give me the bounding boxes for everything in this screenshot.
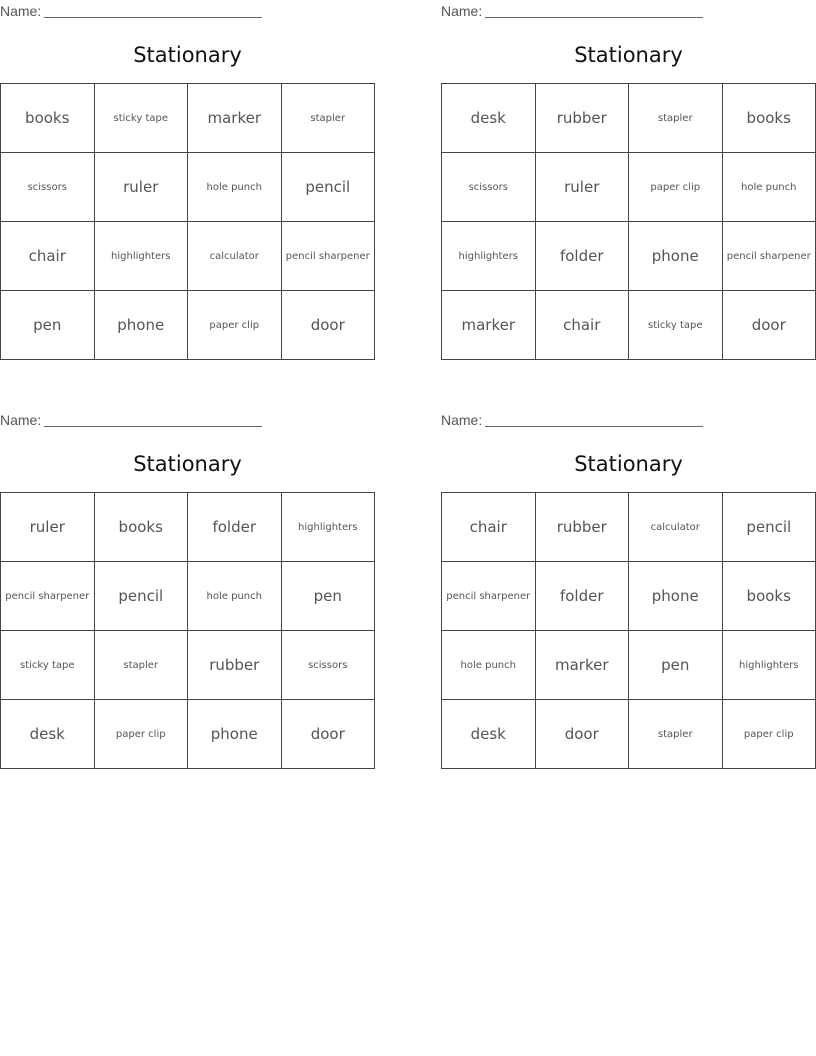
grid-cell: stapler (94, 631, 188, 700)
grid-row (1, 84, 375, 153)
grid-cell: phone (188, 700, 282, 769)
grid-cell: sticky tape (94, 84, 188, 153)
name-underline[interactable] (44, 2, 262, 18)
bingo-grid (441, 83, 816, 360)
grid-cell: pencil sharpener (1, 562, 95, 631)
grid-row (442, 222, 816, 291)
name-label: Name: (0, 3, 42, 19)
grid-cell: hole punch (188, 153, 282, 222)
grid-cell: stapler (629, 700, 723, 769)
grid-cell: pencil (281, 153, 375, 222)
grid-cell: pencil sharpener (722, 222, 816, 291)
grid-cell: highlighters (442, 222, 536, 291)
grid-cell: sticky tape (1, 631, 95, 700)
grid-row (1, 562, 375, 631)
card-title: Stationary (574, 43, 683, 67)
card-title: Stationary (574, 452, 683, 476)
grid-cell: ruler (94, 153, 188, 222)
grid-cell: door (281, 291, 375, 360)
grid-cell: pencil sharpener (442, 562, 536, 631)
grid-cell: door (722, 291, 816, 360)
card-title: Stationary (133, 43, 242, 67)
grid-cell: rubber (188, 631, 282, 700)
grid-cell: pencil (94, 562, 188, 631)
grid-cell: marker (188, 84, 282, 153)
name-field (441, 2, 703, 20)
grid-cell: scissors (442, 153, 536, 222)
grid-cell: phone (629, 562, 723, 631)
grid-cell: marker (535, 631, 629, 700)
card-title: Stationary (133, 452, 242, 476)
name-field (0, 2, 262, 20)
grid-row (1, 493, 375, 562)
grid-cell: books (1, 84, 95, 153)
grid-cell: chair (442, 493, 536, 562)
name-field (441, 411, 703, 429)
grid-cell: paper clip (629, 153, 723, 222)
grid-cell: desk (442, 700, 536, 769)
grid-cell: chair (1, 222, 95, 291)
grid-row (442, 493, 816, 562)
grid-row (442, 153, 816, 222)
grid-cell: calculator (188, 222, 282, 291)
grid-cell: books (94, 493, 188, 562)
grid-row (1, 700, 375, 769)
bingo-grid (0, 492, 375, 769)
grid-cell: stapler (629, 84, 723, 153)
grid-row (442, 84, 816, 153)
grid-cell: scissors (281, 631, 375, 700)
grid-row (442, 631, 816, 700)
grid-row (1, 153, 375, 222)
grid-cell: pencil (722, 493, 816, 562)
grid-cell: highlighters (722, 631, 816, 700)
grid-cell: paper clip (722, 700, 816, 769)
grid-cell: ruler (535, 153, 629, 222)
name-underline[interactable] (485, 2, 703, 18)
grid-cell: pen (281, 562, 375, 631)
grid-row (1, 291, 375, 360)
name-underline[interactable] (44, 411, 262, 427)
name-label: Name: (0, 412, 42, 428)
grid-cell: chair (535, 291, 629, 360)
grid-cell: books (722, 562, 816, 631)
grid-cell: paper clip (188, 291, 282, 360)
grid-cell: folder (535, 222, 629, 291)
grid-row (1, 631, 375, 700)
grid-cell: ruler (1, 493, 95, 562)
grid-cell: rubber (535, 493, 629, 562)
grid-cell: sticky tape (629, 291, 723, 360)
name-underline[interactable] (485, 411, 703, 427)
grid-cell: marker (442, 291, 536, 360)
grid-cell: calculator (629, 493, 723, 562)
bingo-grid (441, 492, 816, 769)
grid-cell: highlighters (94, 222, 188, 291)
grid-cell: pen (1, 291, 95, 360)
grid-row (442, 291, 816, 360)
grid-cell: door (535, 700, 629, 769)
grid-cell: highlighters (281, 493, 375, 562)
grid-cell: pen (629, 631, 723, 700)
grid-cell: folder (188, 493, 282, 562)
grid-cell: paper clip (94, 700, 188, 769)
bingo-grid (0, 83, 375, 360)
grid-cell: stapler (281, 84, 375, 153)
grid-cell: desk (1, 700, 95, 769)
grid-cell: pencil sharpener (281, 222, 375, 291)
grid-cell: hole punch (442, 631, 536, 700)
grid-cell: books (722, 84, 816, 153)
grid-cell: folder (535, 562, 629, 631)
grid-cell: door (281, 700, 375, 769)
grid-cell: scissors (1, 153, 95, 222)
grid-cell: hole punch (188, 562, 282, 631)
grid-row (442, 700, 816, 769)
grid-cell: phone (629, 222, 723, 291)
grid-cell: phone (94, 291, 188, 360)
name-label: Name: (441, 3, 483, 19)
grid-row (442, 562, 816, 631)
grid-cell: desk (442, 84, 536, 153)
grid-row (1, 222, 375, 291)
grid-cell: hole punch (722, 153, 816, 222)
name-field (0, 411, 262, 429)
grid-cell: rubber (535, 84, 629, 153)
name-label: Name: (441, 412, 483, 428)
